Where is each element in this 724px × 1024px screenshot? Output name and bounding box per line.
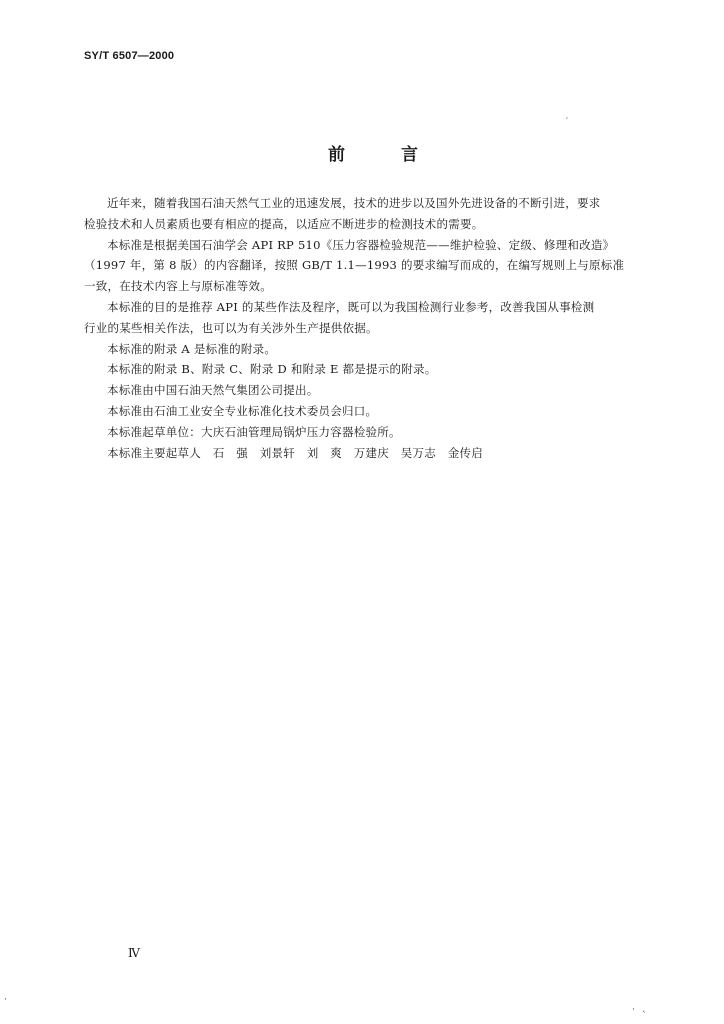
paragraph-normative-annex — [84, 339, 644, 360]
paragraph-line: 本标准的目的是推荐 API 的某些作法及程序，既可以为我国检测行业参考，改善我国从事检测 — [107, 299, 595, 314]
paragraph-line: 本标准由中国石油天然气集团公司提出。 — [107, 383, 319, 398]
page-title — [328, 145, 418, 165]
paragraph-line: 本标准是根据美国石油学会 API RP 510《压力容器检验规范——维护检验、定级、修理和改造》 — [107, 237, 615, 252]
scan-mark-top-right: ′ — [566, 117, 569, 127]
paragraph-line: 一致，在技术内容上与原标准等效。 — [84, 279, 272, 294]
paragraph-line: 近年来，随着我国石油天然气工业的迅速发展，技术的进步以及国外先进设备的不断引进，要求 — [107, 196, 601, 210]
paragraph-line: 本标准由石油工业安全专业标准化技术委员会归口。 — [107, 403, 378, 418]
paragraph-line: 本标准的附录 B、附录 C、附录 D 和附录 E 都是提示的附录。 — [107, 362, 437, 377]
paragraph-line: 本标准的附录 A 是标准的附录。 — [107, 341, 277, 356]
paragraph-line: 本标准主要起草人 石 强 刘景轩 刘 爽 万建庆 吴万志 金传启 — [107, 445, 483, 460]
page-number: Ⅳ — [128, 946, 140, 960]
scan-mark-bottom-right-2: ˋ — [642, 1011, 647, 1021]
paragraph-line: 检验技术和人员素质也要有相应的提高，以适应不断进步的检测技术的需要。 — [84, 216, 484, 231]
scan-mark-bottom-right: · — [632, 1005, 635, 1015]
page-title-char-2: 言 — [401, 145, 418, 165]
paragraph-background — [84, 193, 644, 235]
paragraph-purpose — [84, 297, 644, 339]
paragraph-proposed-by — [84, 380, 644, 401]
scan-mark-bottom-left: · — [4, 995, 7, 1005]
paragraph-under-jurisdiction — [84, 401, 644, 422]
paragraph-line: 本标准起草单位：大庆石油管理局锅炉压力容器检验所。 — [107, 424, 401, 439]
paragraph-line: 行业的某些相关作法，也可以为有关涉外生产提供依据。 — [84, 320, 378, 335]
paragraph-drafting-unit — [84, 422, 644, 443]
paragraph-basis — [84, 235, 644, 297]
page-title-char-1: 前 — [328, 145, 345, 165]
foreword-body — [84, 193, 644, 463]
paragraph-line: （1997 年，第 8 版）的内容翻译，按照 GB/T 1.1—1993 的要求编写而成的，在编写规则上与原标准 — [84, 258, 625, 273]
paragraph-informative-annexes — [84, 359, 644, 380]
paragraph-drafters — [84, 443, 644, 464]
standard-code: SY/T 6507—2000 — [84, 50, 175, 62]
